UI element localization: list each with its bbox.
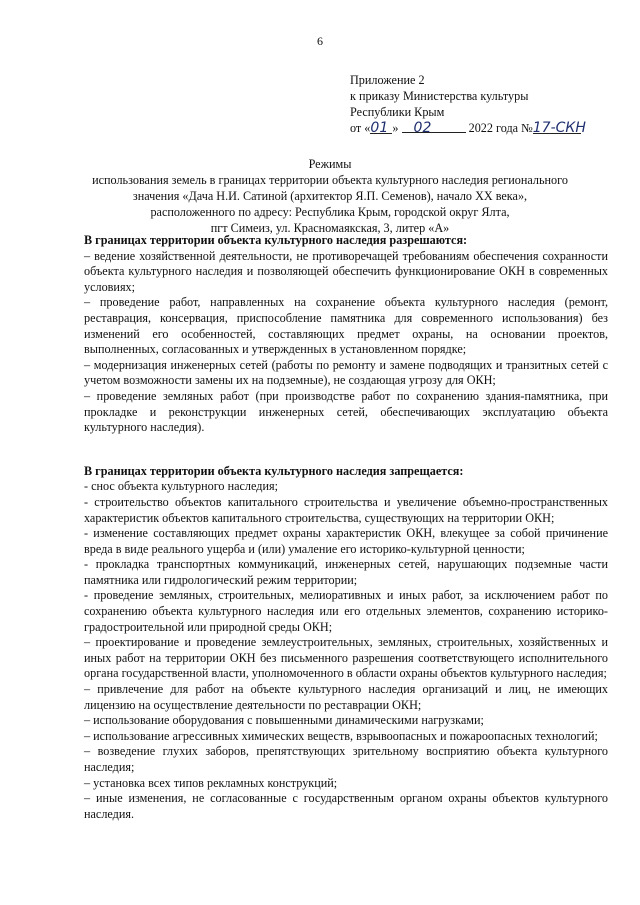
prohibited-item: – проектирование и проведение землеустроительных, земляных, строительных, хозяйственных и иных работ на территории ОКН без письменного разрешения соответствующего исполнительного органа государственной власти, уполномоченного в области охраны объектов культурного наследия;	[84, 635, 608, 681]
prohibited-item: - снос объекта культурного наследия;	[84, 479, 278, 494]
order-number-field	[532, 120, 586, 136]
document-body	[84, 233, 608, 822]
section-gap	[84, 436, 608, 464]
prohibited-item: – установка всех типов рекламных конструкций;	[84, 775, 338, 790]
page-number: 6	[317, 34, 323, 48]
year-text: 2022 года №	[468, 121, 533, 135]
allowed-item: – ведение хозяйственной деятельности, не противоречащей требованиям обеспечения сохранности объекта культурного наследия и позволяющей обеспечить функционирование ОКН в современных условиях;	[84, 248, 608, 294]
prohibited-item: – возведение глухих заборов, препятствующих зрительному восприятию объекта культурного наследия;	[84, 744, 608, 774]
document-title	[60, 156, 600, 236]
title-line: использования земель в границах территории объекта культурного наследия регионального	[92, 173, 568, 187]
title-line: пгт Симеиз, ул. Красномаякская, 3, литер «А»	[210, 221, 450, 235]
date-mid: »	[392, 121, 399, 135]
prohibited-item: – иные изменения, не согласованные с государственным органом охраны объектов культурного наследия.	[84, 791, 608, 821]
title-lines	[60, 172, 600, 236]
title-heading: Режимы	[308, 157, 352, 171]
order-number-handwritten: 17-СКН	[532, 120, 586, 136]
prohibited-item: - прокладка транспортных коммуникаций, инженерных сетей, нарушающих подземные части памятника или гидрологический режим территории;	[84, 557, 608, 587]
month-handwritten: 02	[413, 120, 432, 136]
appendix-date-line	[350, 120, 620, 136]
prohibited-list	[84, 479, 608, 822]
month-field	[402, 120, 466, 136]
prohibited-item: – привлечение для работ на объекте культурного наследия организаций и лиц, не имеющих лицензию на осуществление деятельности по реставрации ОКН;	[84, 682, 608, 712]
prohibited-item: - изменение составляющих предмет охраны характеристик ОКН, влекущее за собой причинение вреда в виде реального ущерба и (или) умаление его историко-культурной ценности;	[84, 526, 608, 556]
allowed-list	[84, 249, 608, 436]
title-line: расположенного по адресу: Республика Крым, городской округ Ялта,	[150, 205, 510, 219]
prohibited-item: - строительство объектов капитального строительства и увеличение объемно-пространственных характеристик объектов капитального строительства, существующих на территории ОКН;	[84, 494, 608, 525]
appendix-line-3: Республики Крым	[350, 105, 445, 119]
title-line: значения «Дача Н.И. Сатиной (архитектор Я.П. Семенов), начало XX века»,	[132, 189, 528, 203]
prohibited-item: – использование агрессивных химических веществ, взрывоопасных и пожароопасных технологий;	[84, 728, 598, 743]
appendix-line-2: к приказу Министерства культуры	[350, 89, 529, 103]
allowed-item: – модернизация инженерных сетей (работы по ремонту и замене подводящих и транзитных сетей с учетом возможности замены их на подземные), не создающая угрозу для ОКН;	[84, 357, 608, 388]
allowed-item: – проведение работ, направленных на сохранение объекта культурного наследия (ремонт, реставрация, консервация, приспособление памятника для современного использования) без изменений его особенностей, составляющих предмет охраны, на основании проектов, выполненных, согласованных и утвержденных в установленном порядке;	[84, 295, 608, 357]
prohibited-item: - проведение земляных, строительных, мелиоративных и иных работ, за исключением работ по сохранению объекта культурного наследия или его отдельных элементов, сохранению историко-градостроительной или природной среды ОКН;	[84, 588, 608, 634]
appendix-block	[350, 72, 620, 136]
prohibited-item: – использование оборудования с повышенными динамическими нагрузками;	[84, 713, 484, 728]
date-prefix: от «	[350, 121, 371, 135]
allowed-item: – проведение земляных работ (при производстве работ по сохранению здания-памятника, при прокладке и реконструкции инженерных сетей, обеспечивающих эксплуатацию объекта культурного наследия).	[84, 388, 608, 435]
appendix-line-1: Приложение 2	[350, 73, 425, 87]
day-handwritten: 01	[370, 120, 389, 136]
day-field	[370, 120, 392, 134]
allowed-heading: В границах территории объекта культурного наследия разрешаются:	[84, 233, 468, 247]
prohibited-heading: В границах территории объекта культурного наследия запрещается:	[84, 463, 464, 478]
